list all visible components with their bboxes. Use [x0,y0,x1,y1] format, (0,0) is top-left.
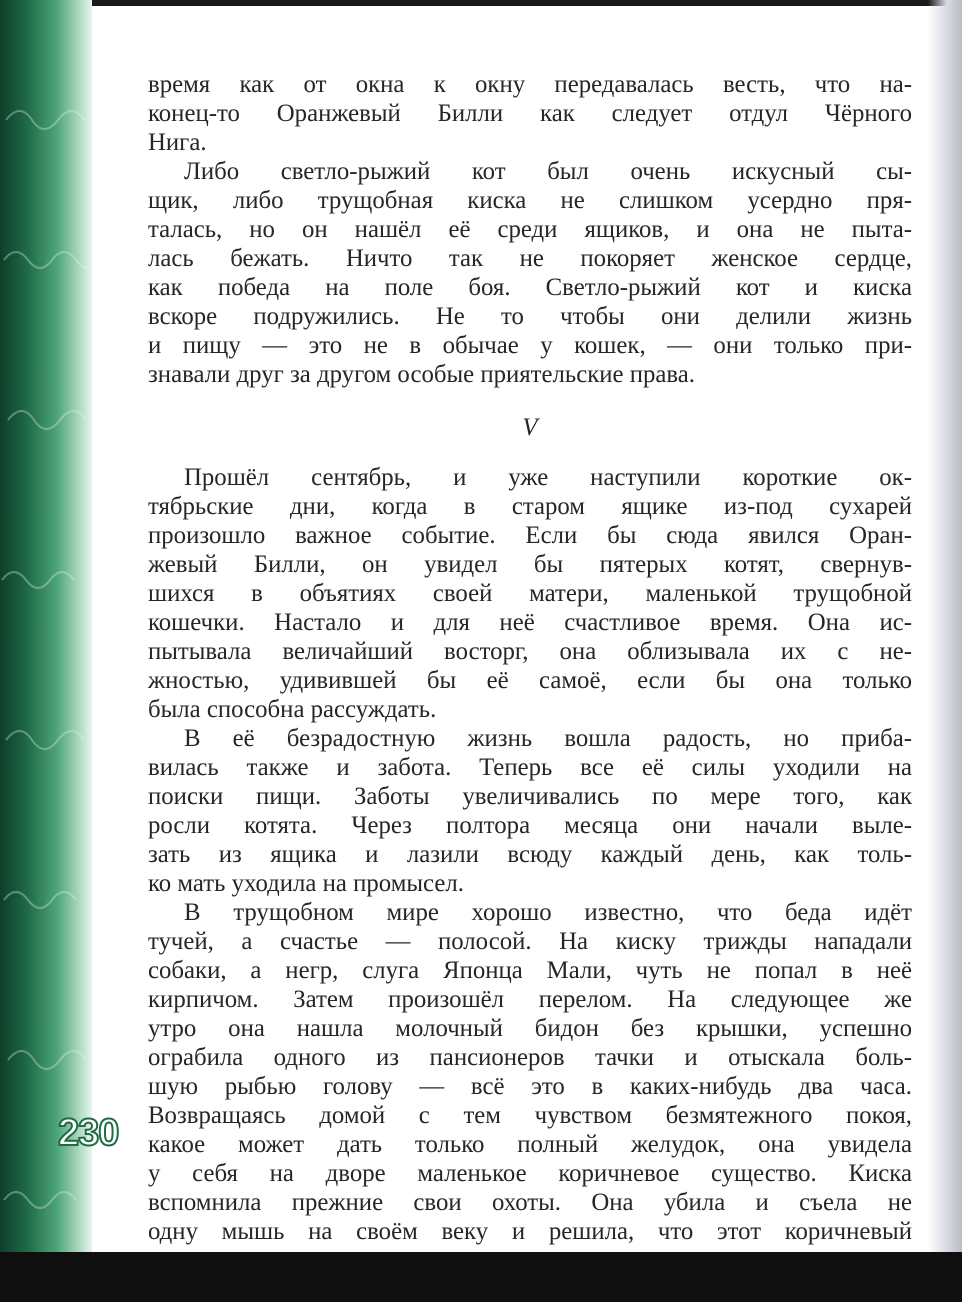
text-line: шихся в объятиях своей матери, маленькой трущобной [148,580,912,607]
scan-top-edge [0,0,962,6]
text-line: была способна рассуждать. [148,696,437,723]
text-line: В её безрадостную жизнь вошла радость, но приба- [184,725,912,752]
text-line: тябрьские дни, когда в старом ящике из-под сухарей [148,493,912,520]
paragraph-4 [148,724,912,898]
text-line: поиски пищи. Заботы увеличивались по мере того, как [148,783,912,810]
paragraph-1 [148,70,912,157]
page-fold-shadow [928,0,962,1252]
chapter-heading: V [522,414,538,441]
text-line: Нига. [148,129,207,156]
text-line: какое может дать только полный желудок, она увидела [148,1131,912,1158]
text-line: росли котята. Через полтора месяца они начали выле- [148,812,912,839]
text-line: вспомнила прежние свои охоты. Она убила и съела не [148,1189,912,1216]
text-line: и пищу — это не в обычае у кошек, — они только при- [148,332,912,359]
text-line: произошло важное событие. Если бы сюда явился Оран- [148,522,912,549]
text-line: ко мать уходила на промысел. [148,870,464,897]
text-line: утро она нашла молочный бидон без крышки, успешно [148,1015,912,1042]
text-line: жевый Билли, он увидел бы пятерых котят, свернув- [148,551,912,578]
text-line: ограбила одного из пансионеров тачки и отыскала боль- [148,1044,912,1071]
text-line: как победа на поле боя. Светло-рыжий кот и киска [148,274,912,301]
scan-bottom-edge [0,1252,962,1302]
text-line: шую рыбью голову — всё это в каких-нибудь два часа. [148,1073,912,1100]
page-number: 230 [58,1112,119,1154]
paragraph-5 [148,898,912,1246]
text-line: талась, но он нашёл её среди ящиков, и она не пыта- [148,216,912,243]
text-line: щик, либо трущобная киска не слишком усердно пря- [148,187,912,214]
text-line: В трущобном мире хорошо известно, что беда идёт [184,899,912,926]
text-line: Прошёл сентябрь, и уже наступили короткие ок- [184,464,912,491]
text-line: жностью, удивившей бы её самоё, если бы она только [148,667,912,694]
margin-handwriting-decoration [0,0,92,1252]
text-line: конец-то Оранжевый Билли как следует отдул Чёрного [148,100,912,127]
book-text [148,70,912,1246]
text-line: собаки, а негр, слуга Японца Мали, чуть не попал в неё [148,957,912,984]
text-line: пытывала величайший восторг, она облизывала их с не- [148,638,912,665]
text-line: Либо светло-рыжий кот был очень искусный сы- [184,158,912,185]
paragraph-3 [148,463,912,724]
paragraph-2 [148,157,912,389]
text-line: лась бежать. Ничто так не покоряет женское сердце, [148,245,912,272]
text-line: одну мышь на своём веку и решила, что этот коричневый [148,1218,912,1245]
text-line: тучей, а счастье — полосой. На киску трижды нападали [148,928,912,955]
text-line: кирпичом. Затем произошёл перелом. На следующее же [148,986,912,1013]
text-line: кошечки. Настало и для неё счастливое время. Она ис- [148,609,912,636]
text-line: Возвращаясь домой с тем чувством безмятежного покоя, [148,1102,912,1129]
text-line: зать из ящика и лазили всюду каждый день, как толь- [148,841,912,868]
text-line: время как от окна к окну передавалась весть, что на- [148,71,912,98]
text-line: знавали друг за другом особые приятельские права. [148,361,695,388]
text-line: вилась также и забота. Теперь все её силы уходили на [148,754,912,781]
text-line: вскоре подружились. Не то чтобы они делили жизнь [148,303,912,330]
text-line: у себя на дворе маленькое коричневое существо. Киска [148,1160,912,1187]
